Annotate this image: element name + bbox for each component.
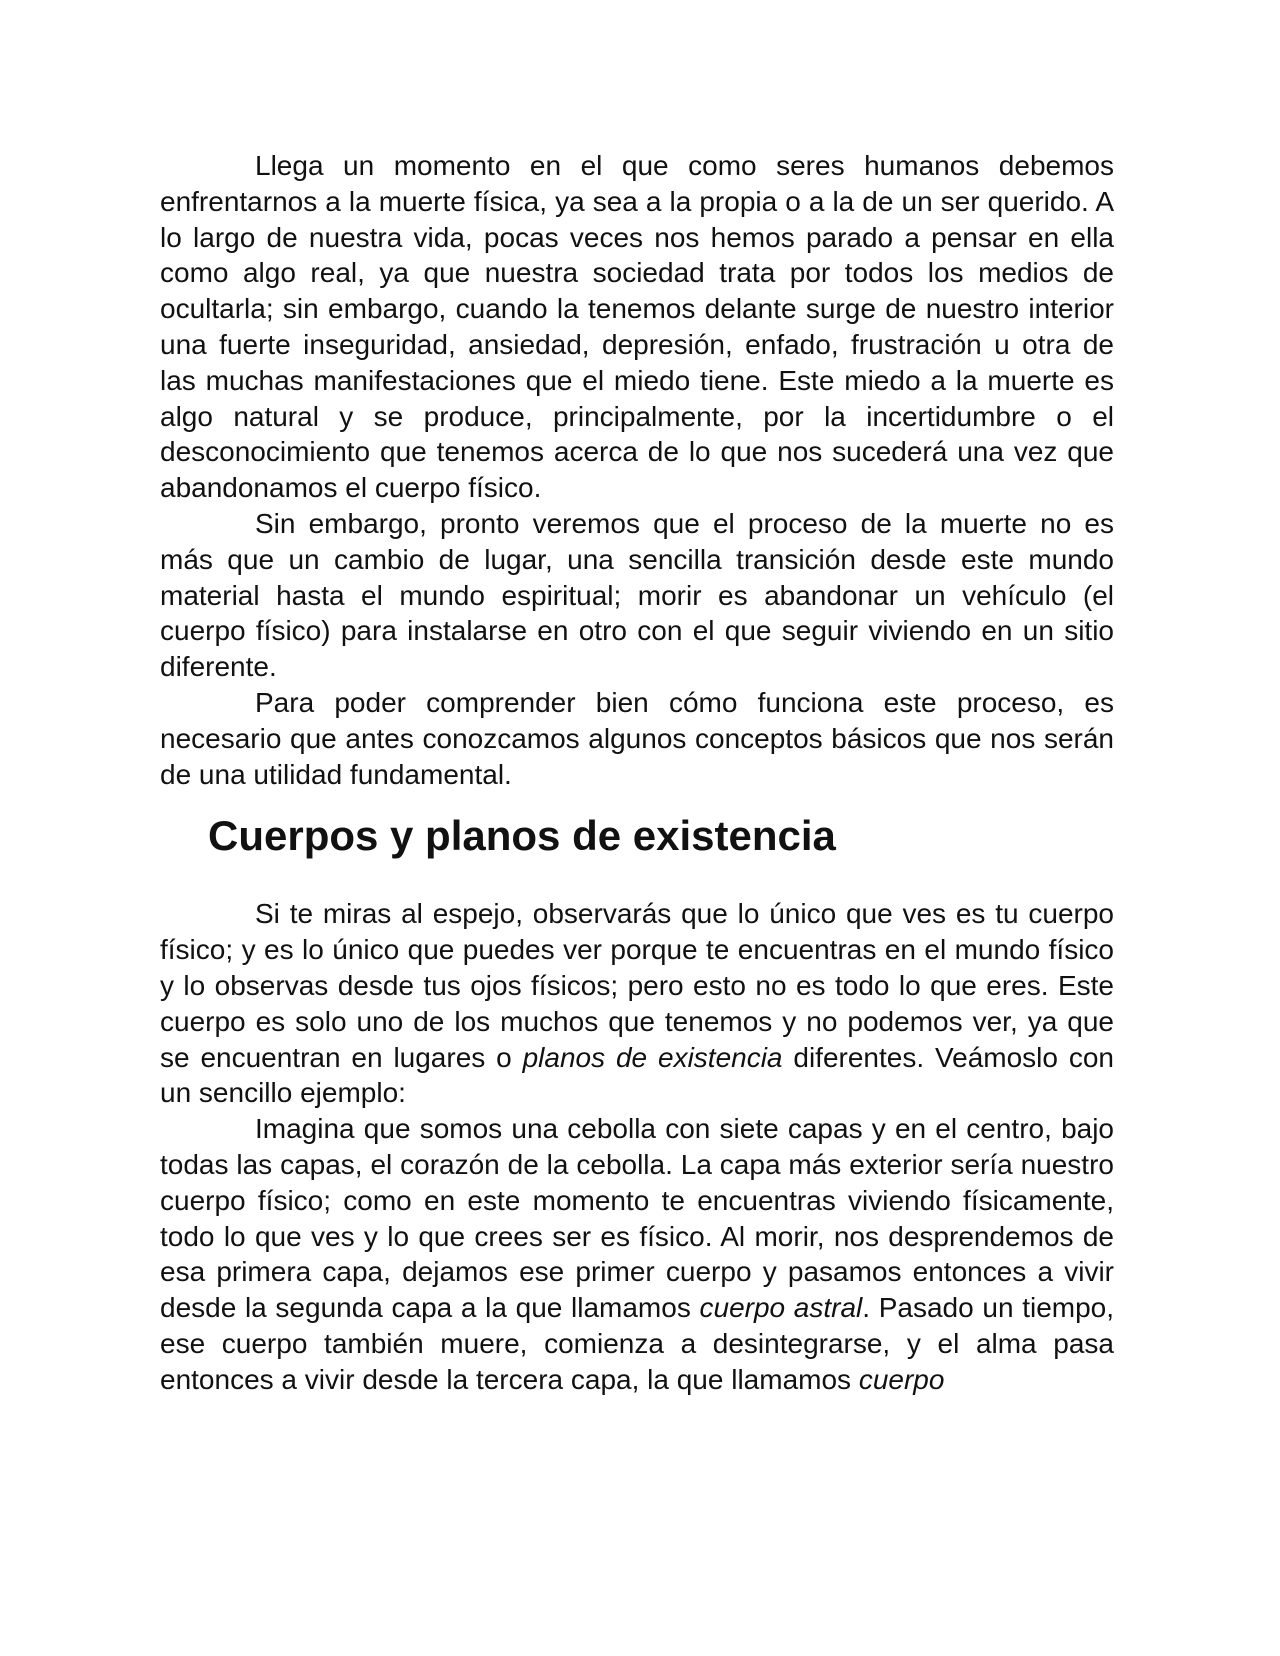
section-paragraph-2-emphasis-2: cuerpo: [858, 1363, 945, 1395]
section-paragraph-1-text-b: diferentes. Veámoslo con un sencillo ejemplo:: [160, 1041, 1114, 1109]
section-heading: Cuerpos y planos de existencia: [208, 812, 836, 860]
section-paragraph-2-text-a: Imagina que somos una cebolla con siete capas y en el centro, bajo todas las capas, el corazón de la cebolla. La capa más exterior sería nuestro cuerpo físico; como en este momento te encuentras viviendo físicamente, todo lo que ves y lo que crees ser es físico. Al morir, nos desprendemos de esa primera capa, dejamos ese primer cuerpo y pasamos entonces a vivir desde la segunda capa a la que llamamos: [160, 1113, 1114, 1324]
document-page: [160, 148, 1114, 1398]
section-paragraph-1-text-a: Si te miras al espejo, observarás que lo único que ves es tu cuerpo físico; y es lo único que puedes ver porque te encuentras en el mundo físico y lo observas desde tus ojos físicos; pero esto no es todo lo que eres. Este cuerpo es solo uno de los muchos que tenemos y no podemos ver, ya que se encuentran en lugares o: [160, 898, 1114, 1073]
intro-paragraph-2: Sin embargo, pronto veremos que el proceso de la muerte no es más que un cambio de lugar, una sencilla transición desde este mundo material hasta el mundo espiritual; morir es abandonar un vehículo (el cuerpo físico) para instalarse en otro con el que seguir viviendo en un sitio diferente.: [160, 507, 1114, 683]
section-paragraph-1-emphasis: planos de existencia: [522, 1041, 783, 1073]
intro-paragraph-3: Para poder comprender bien cómo funciona este proceso, es necesario que antes conozcamos algunos conceptos básicos que nos serán de una utilidad fundamental.: [160, 686, 1114, 790]
section-paragraph-1: [160, 896, 1114, 1111]
intro-paragraph-1: Llega un momento en el que como seres humanos debemos enfrentarnos a la muerte física, ya sea a la propia o a la de un ser querido. A lo largo de nuestra vida, pocas veces nos hemos parado a pensar en ella como algo real, ya que nuestra sociedad trata por todos los medios de ocultarla; sin embargo, cuando la tenemos delante surge de nuestro interior una fuerte inseguridad, ansiedad, depresión, enfado, frustración u otra de las muchas manifestaciones que el miedo tiene. Este miedo a la muerte es algo natural y se produce, principalmente, por la incertidumbre o el desconocimiento que tenemos acerca de lo que nos sucederá una vez que abandonamos el cuerpo físico.: [160, 150, 1114, 504]
section-paragraph-2-text-b: . Pasado un tiempo, ese cuerpo también muere, comienza a desintegrarse, y el alma pasa entonces a vivir desde la tercera capa, la que llamamos: [160, 1292, 1115, 1395]
section-paragraph-2-emphasis-1: cuerpo astral: [699, 1292, 863, 1324]
section-paragraph-2: [160, 1111, 1114, 1397]
